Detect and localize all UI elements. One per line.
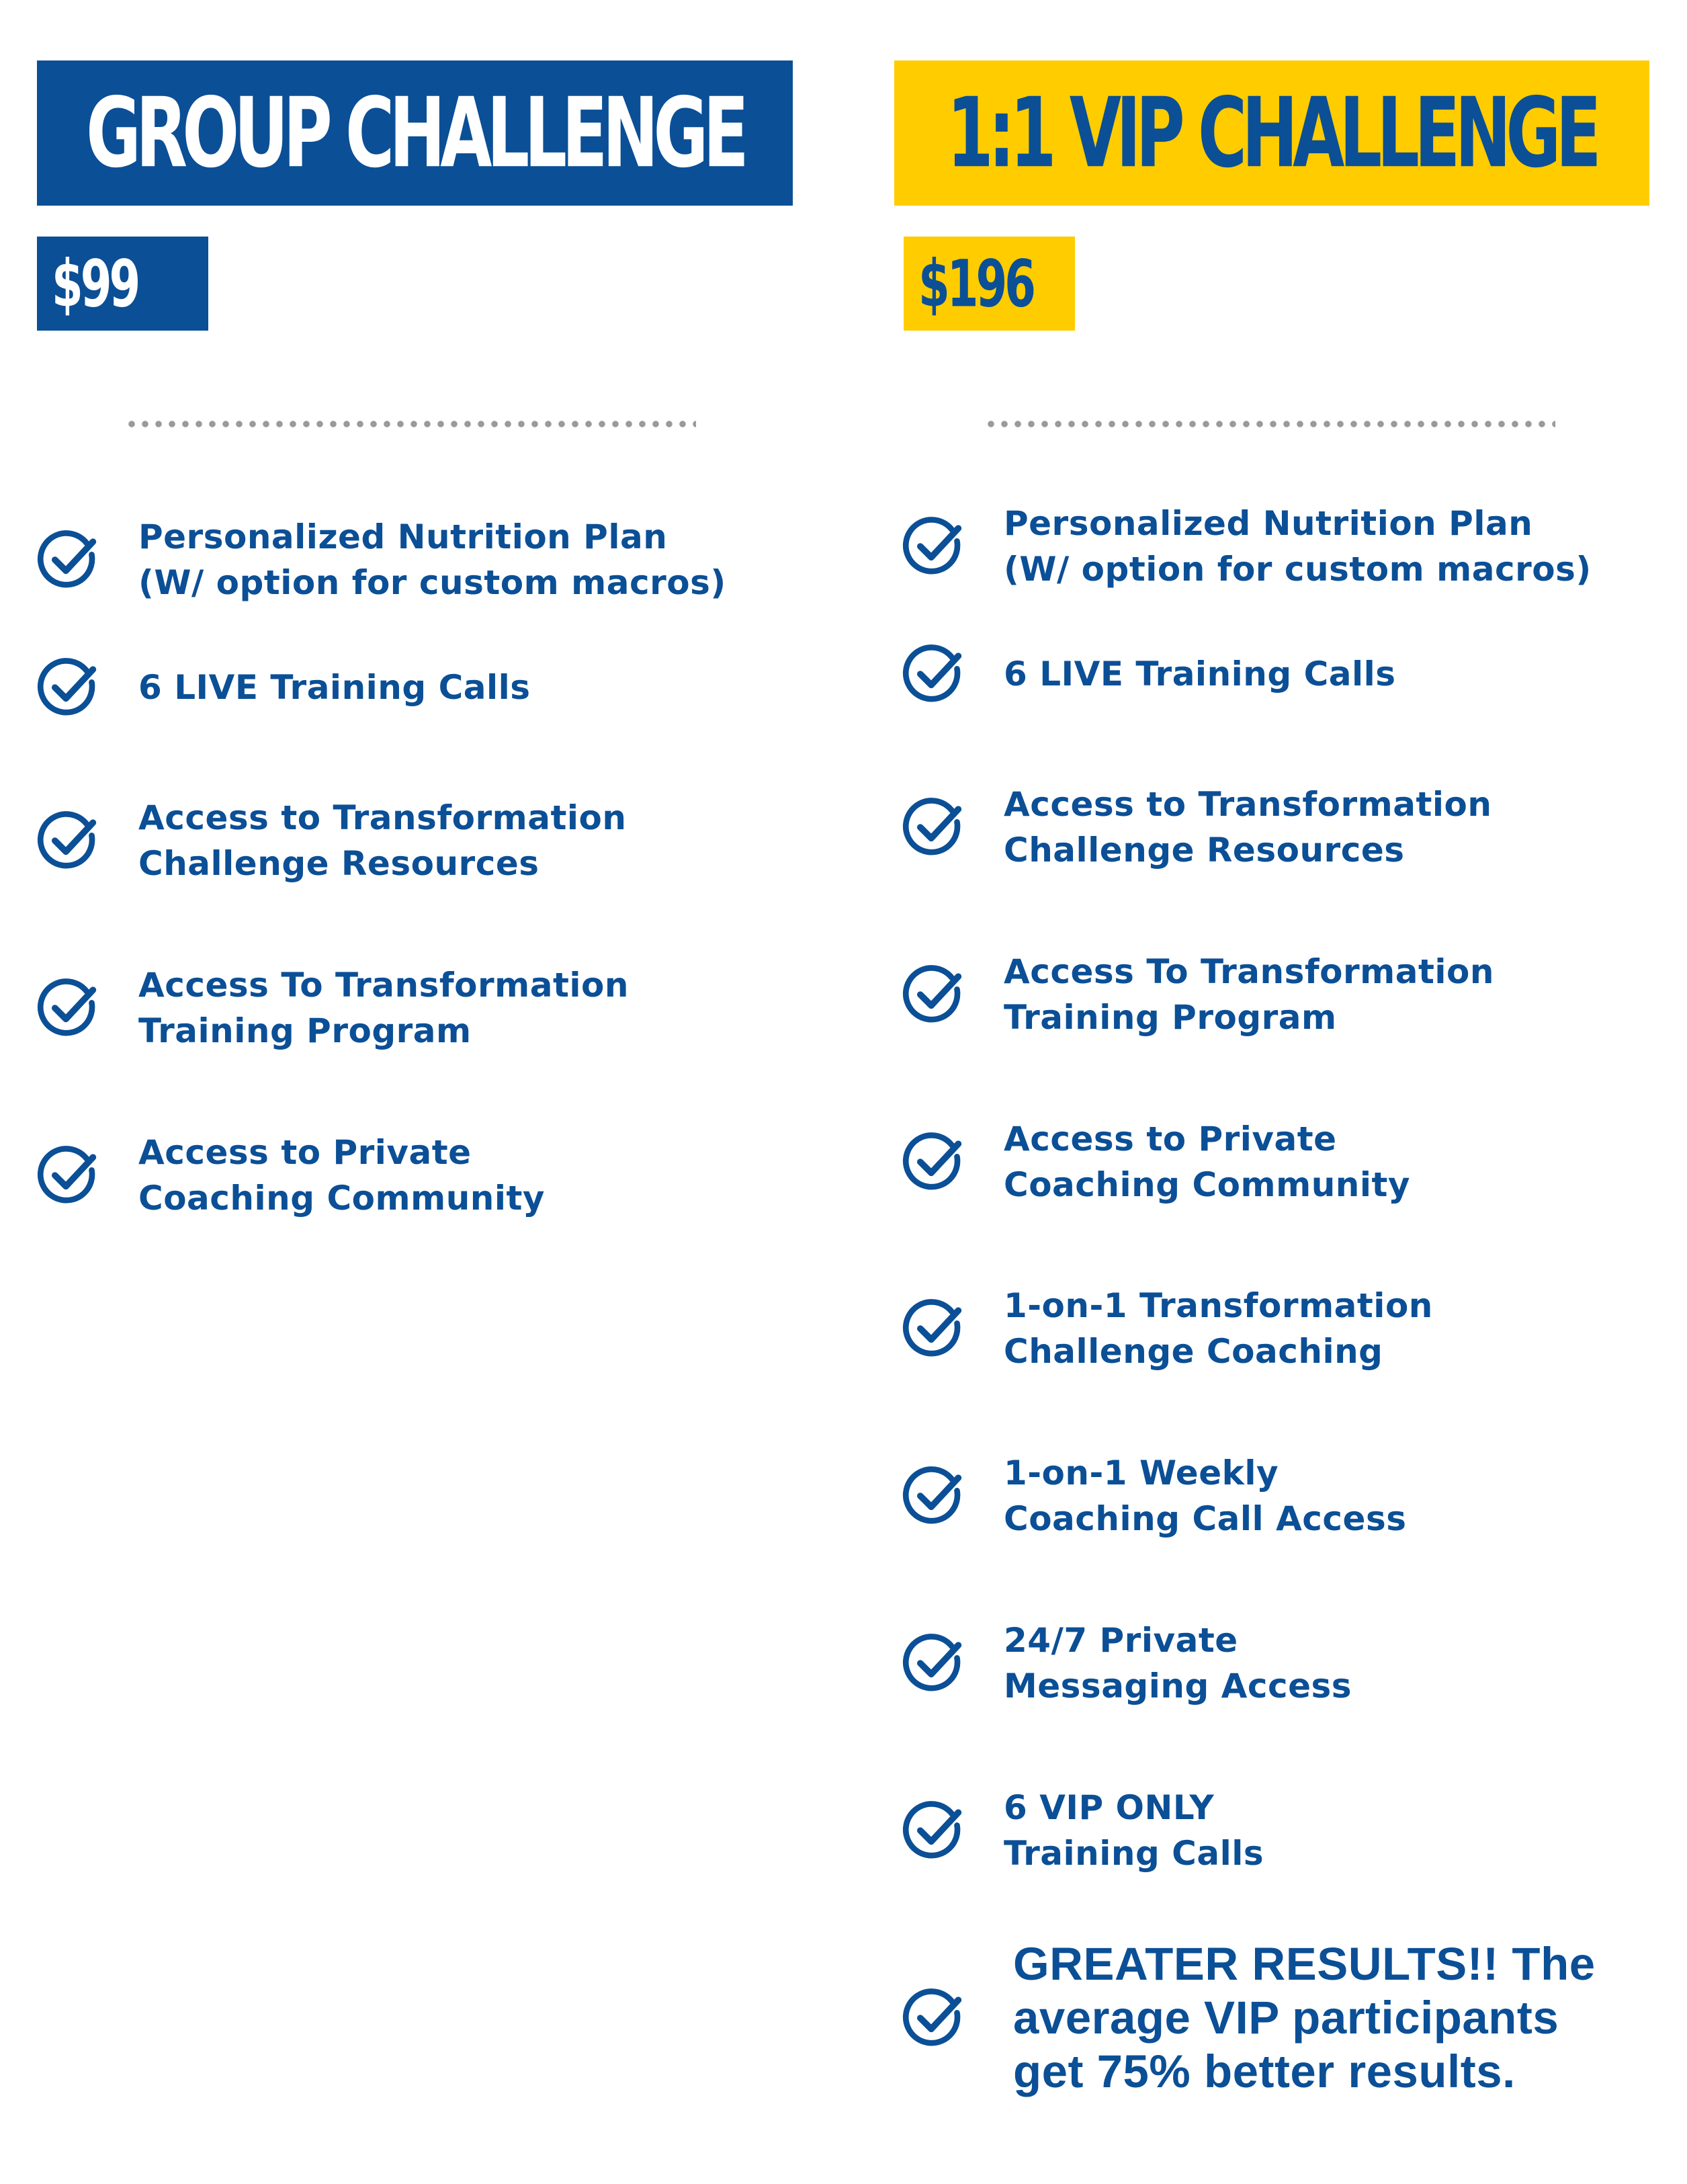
check-circle-icon <box>35 976 99 1040</box>
check-circle-icon <box>900 1464 965 1528</box>
feature-label: Access to Private Coaching Community <box>138 1133 546 1218</box>
feature-label: GREATER RESULTS!! The average VIP participants get 75% better results. <box>1013 1938 1596 2097</box>
feature-label: Access to Transformation Challenge Resources <box>138 798 627 883</box>
feature-item <box>900 1450 1680 1542</box>
feature-label: 1-on-1 Transformation Challenge Coaching <box>1004 1286 1433 1371</box>
vip-challenge-price-badge <box>904 237 1075 331</box>
feature-item <box>900 782 1680 873</box>
feature-label: Personalized Nutrition Plan (W/ option for custom macros) <box>138 517 726 602</box>
vip-challenge-column <box>840 0 1687 2184</box>
group-challenge-price: $99 <box>52 245 138 322</box>
check-circle-icon <box>900 962 965 1027</box>
group-challenge-price-badge <box>37 237 208 331</box>
feature-item <box>35 962 828 1054</box>
feature-item <box>900 1785 1680 1876</box>
check-circle-icon <box>900 514 965 579</box>
feature-item <box>35 655 828 720</box>
feature-label: Access To Transformation Training Program <box>138 966 629 1050</box>
check-circle-icon <box>900 1130 965 1194</box>
feature-label: Access to Private Coaching Community <box>1004 1120 1411 1204</box>
dotted-divider <box>984 420 1555 428</box>
feature-label: 6 VIP ONLY Training Calls <box>1004 1788 1264 1873</box>
check-circle-icon <box>900 1986 965 2050</box>
group-challenge-column <box>0 0 840 2184</box>
feature-item <box>900 501 1680 592</box>
feature-label: 6 LIVE Training Calls <box>138 668 531 707</box>
check-circle-icon <box>35 1143 99 1208</box>
vip-challenge-title: 1:1 VIP CHALLENGE <box>947 77 1597 190</box>
check-circle-icon <box>900 642 965 706</box>
feature-label: Personalized Nutrition Plan (W/ option for custom macros) <box>1004 504 1592 589</box>
feature-label: 24/7 Private Messaging Access <box>1004 1621 1352 1706</box>
check-circle-icon <box>35 528 99 592</box>
dotted-divider <box>125 420 696 428</box>
feature-label: Access to Transformation Challenge Resources <box>1004 785 1492 870</box>
feature-item <box>35 795 828 886</box>
feature-item <box>900 949 1680 1040</box>
check-circle-icon <box>35 655 99 720</box>
feature-item <box>35 1130 828 1221</box>
group-challenge-title: GROUP CHALLENGE <box>86 77 744 190</box>
check-circle-icon <box>35 808 99 873</box>
check-circle-icon <box>900 1798 965 1863</box>
vip-challenge-title-banner <box>894 60 1649 206</box>
group-challenge-title-banner <box>37 60 793 206</box>
check-circle-icon <box>900 1631 965 1695</box>
check-circle-icon <box>900 795 965 859</box>
vip-challenge-price: $196 <box>918 245 1034 322</box>
feature-item <box>35 514 828 605</box>
feature-item <box>900 642 1680 706</box>
feature-item-highlight <box>900 1937 1680 2099</box>
feature-label: Access To Transformation Training Program <box>1004 952 1494 1037</box>
feature-item <box>900 1618 1680 1709</box>
feature-item <box>900 1283 1680 1374</box>
feature-label: 1-on-1 Weekly Coaching Call Access <box>1004 1454 1407 1538</box>
feature-item <box>900 1116 1680 1208</box>
feature-label: 6 LIVE Training Calls <box>1004 655 1396 694</box>
check-circle-icon <box>900 1296 965 1361</box>
